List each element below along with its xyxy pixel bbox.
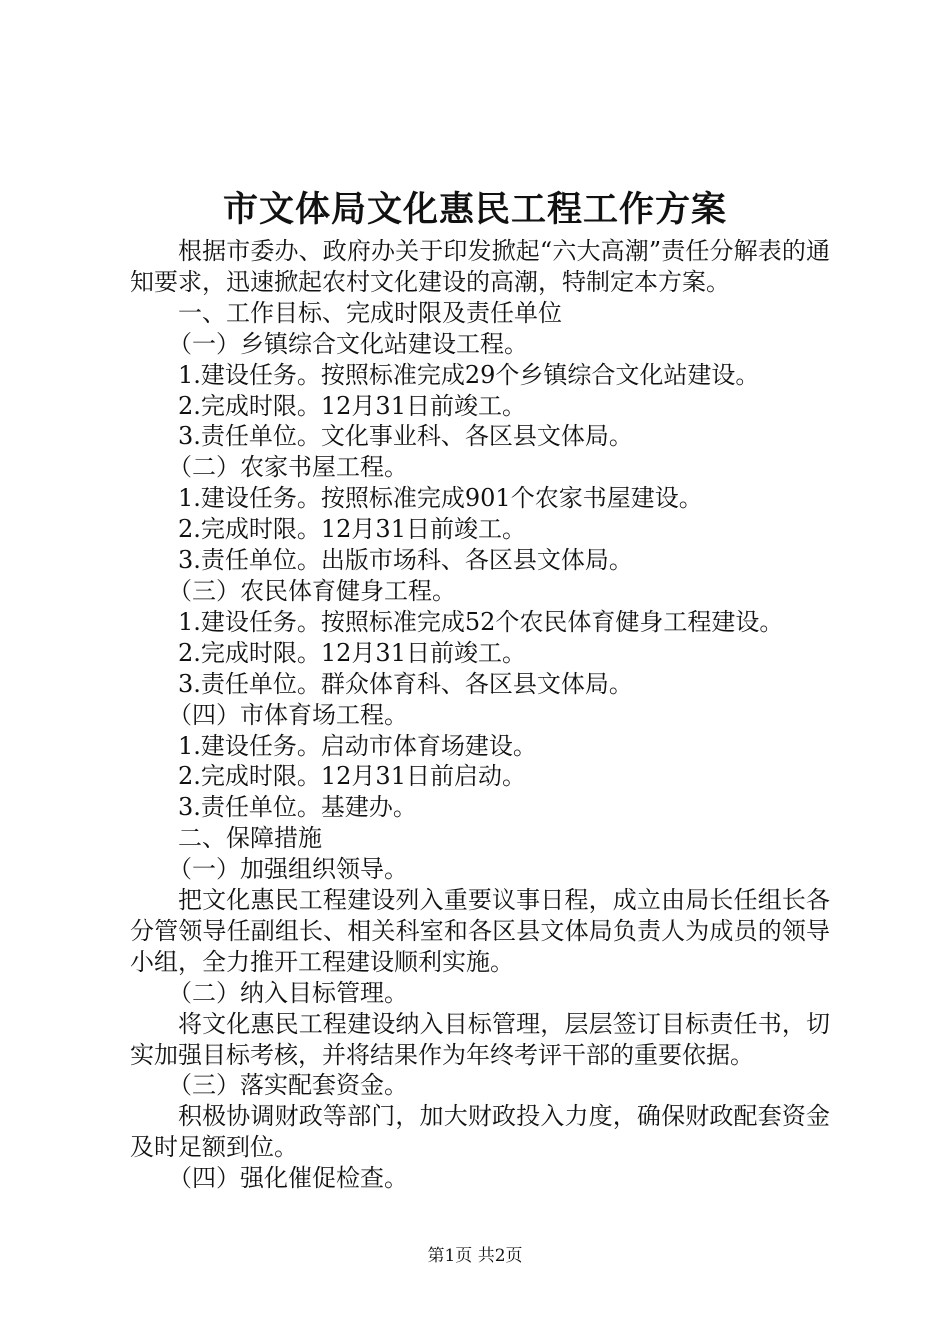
measure-heading: （三）落实配套资金。: [168, 1071, 408, 1100]
page-footer: 第1页 共2页: [427, 1246, 523, 1266]
project-task: 1.建设任务。按照标准完成29个乡镇综合文化站建设。: [178, 360, 760, 389]
document-title: 市文体局文化惠民工程工作方案: [222, 189, 727, 230]
measure-paragraph: 把文化惠民工程建设列入重要议事日程，成立由局长任组长各分管领导任副组长、相关科室和各区县文体局负责人为成员的领导小组，全力推开工程建设顺利实施。: [130, 886, 830, 976]
document-body: [130, 236, 830, 1194]
measure-heading: （四）强化催促检查。: [168, 1164, 408, 1193]
project-task: 1.建设任务。启动市体育场建设。: [178, 731, 537, 760]
project-unit: 3.责任单位。基建办。: [178, 793, 417, 822]
measure-heading: （一）加强组织领导。: [168, 855, 408, 884]
section-heading: 一、工作目标、完成时限及责任单位: [178, 298, 562, 327]
project-unit: 3.责任单位。群众体育科、各区县文体局。: [178, 669, 633, 698]
project-heading: （四）市体育场工程。: [168, 700, 408, 729]
project-task: 1.建设任务。按照标准完成52个农民体育健身工程建设。: [178, 607, 784, 636]
measure-paragraph: 积极协调财政等部门，加大财政投入力度，确保财政配套资金及时足额到位。: [130, 1102, 830, 1162]
project-heading: （二）农家书屋工程。: [168, 453, 408, 482]
project-deadline: 2.完成时限。12月31日前竣工。: [178, 515, 526, 544]
project-unit: 3.责任单位。文化事业科、各区县文体局。: [178, 422, 633, 451]
measure-paragraph: 将文化惠民工程建设纳入目标管理，层层签订目标责任书，切实加强目标考核，并将结果作为年终考评干部的重要依据。: [130, 1009, 830, 1069]
section-heading: 二、保障措施: [178, 824, 322, 853]
project-unit: 3.责任单位。出版市场科、各区县文体局。: [178, 546, 633, 575]
project-task: 1.建设任务。按照标准完成901个农家书屋建设。: [178, 484, 703, 513]
project-heading: （三）农民体育健身工程。: [168, 576, 456, 605]
intro-paragraph: 根据市委办、政府办关于印发掀起“六大高潮”责任分解表的通知要求，迅速掀起农村文化建设的高潮，特制定本方案。: [130, 237, 830, 296]
project-deadline: 2.完成时限。12月31日前竣工。: [178, 638, 526, 667]
project-heading: （一）乡镇综合文化站建设工程。: [168, 329, 528, 358]
measure-heading: （二）纳入目标管理。: [168, 978, 408, 1007]
project-deadline: 2.完成时限。12月31日前启动。: [178, 762, 526, 791]
project-deadline: 2.完成时限。12月31日前竣工。: [178, 391, 526, 420]
